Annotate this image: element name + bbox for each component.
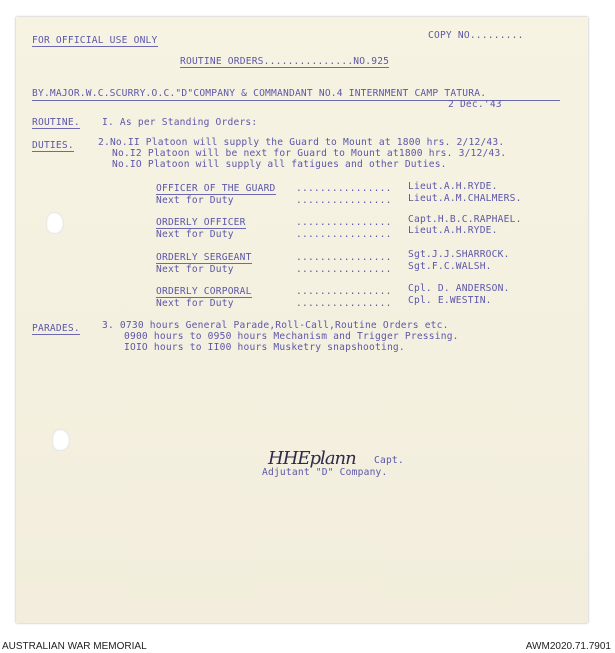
archive-credit: AUSTRALIAN WAR MEMORIAL — [2, 641, 147, 652]
role-dots: ................ — [296, 229, 392, 240]
parades-line: 3. 0730 hours General Parade,Roll-Call,Routine Orders etc. — [102, 320, 449, 331]
role-assignee: Lieut.A.H.RYDE. — [408, 181, 498, 192]
role-dots: ................ — [296, 286, 392, 297]
issuer-line: BY.MAJOR.W.C.SCURRY.O.C."D"COMPANY & COMMANDANT NO.4 INTERNMENT CAMP TATURA. — [32, 88, 487, 99]
role-title: ORDERLY SERGEANT — [156, 252, 252, 263]
role-dots: ................ — [296, 298, 392, 309]
role-title: OFFICER OF THE GUARD — [156, 183, 276, 194]
next-assignee: Cpl. E.WESTIN. — [408, 295, 492, 306]
duties-line: No.IO Platoon will supply all fatigues and other Duties. — [112, 159, 447, 170]
punch-hole — [52, 429, 70, 451]
handwritten-signature: HHEplann — [268, 448, 356, 469]
duties-line: No.I2 Platoon will be next for Guard to Mount at1800 hrs. 3/12/43. — [112, 148, 507, 159]
official-use-heading: FOR OFFICIAL USE ONLY — [32, 35, 158, 46]
role-title: ORDERLY CORPORAL — [156, 286, 252, 297]
next-assignee: Sgt.F.C.WALSH. — [408, 261, 492, 272]
role-dots: ................ — [296, 252, 392, 263]
duties-label: DUTIES. — [32, 140, 74, 151]
duties-line: 2.No.II Platoon will supply the Guard to Mount at 1800 hrs. 2/12/43. — [98, 137, 505, 148]
role-assignee: Sgt.J.J.SHARROCK. — [408, 249, 510, 260]
role-title: ORDERLY OFFICER — [156, 217, 246, 228]
role-dots: ................ — [296, 183, 392, 194]
role-dots: ................ — [296, 195, 392, 206]
role-dots: ................ — [296, 217, 392, 228]
next-for-duty-label: Next for Duty — [156, 195, 234, 206]
role-assignee: Capt.H.B.C.RAPHAEL. — [408, 214, 522, 225]
parades-line: 0900 hours to 0950 hours Mechanism and Trigger Pressing. — [124, 331, 459, 342]
punch-hole — [46, 212, 64, 234]
next-assignee: Lieut.A.M.CHALMERS. — [408, 193, 522, 204]
next-for-duty-label: Next for Duty — [156, 298, 234, 309]
signatory-rank: Capt. — [374, 455, 404, 466]
signatory-title: Adjutant "D" Company. — [262, 467, 388, 478]
parades-label: PARADES. — [32, 323, 80, 334]
role-assignee: Cpl. D. ANDERSON. — [408, 283, 510, 294]
document-title: ROUTINE ORDERS...............NO.925 — [180, 56, 390, 67]
routine-label: ROUTINE. — [32, 117, 80, 128]
next-assignee: Lieut.A.H.RYDE. — [408, 225, 498, 236]
catalogue-number: AWM2020.71.7901 — [525, 641, 611, 652]
routine-text: I. As per Standing Orders: — [102, 117, 258, 128]
document-date: 2 Dec.'43 — [448, 99, 502, 110]
next-for-duty-label: Next for Duty — [156, 229, 234, 240]
next-for-duty-label: Next for Duty — [156, 264, 234, 275]
parades-line: IOIO hours to II00 hours Musketry snapshooting. — [124, 342, 405, 353]
role-dots: ................ — [296, 264, 392, 275]
copy-number: COPY NO......... — [428, 30, 524, 41]
